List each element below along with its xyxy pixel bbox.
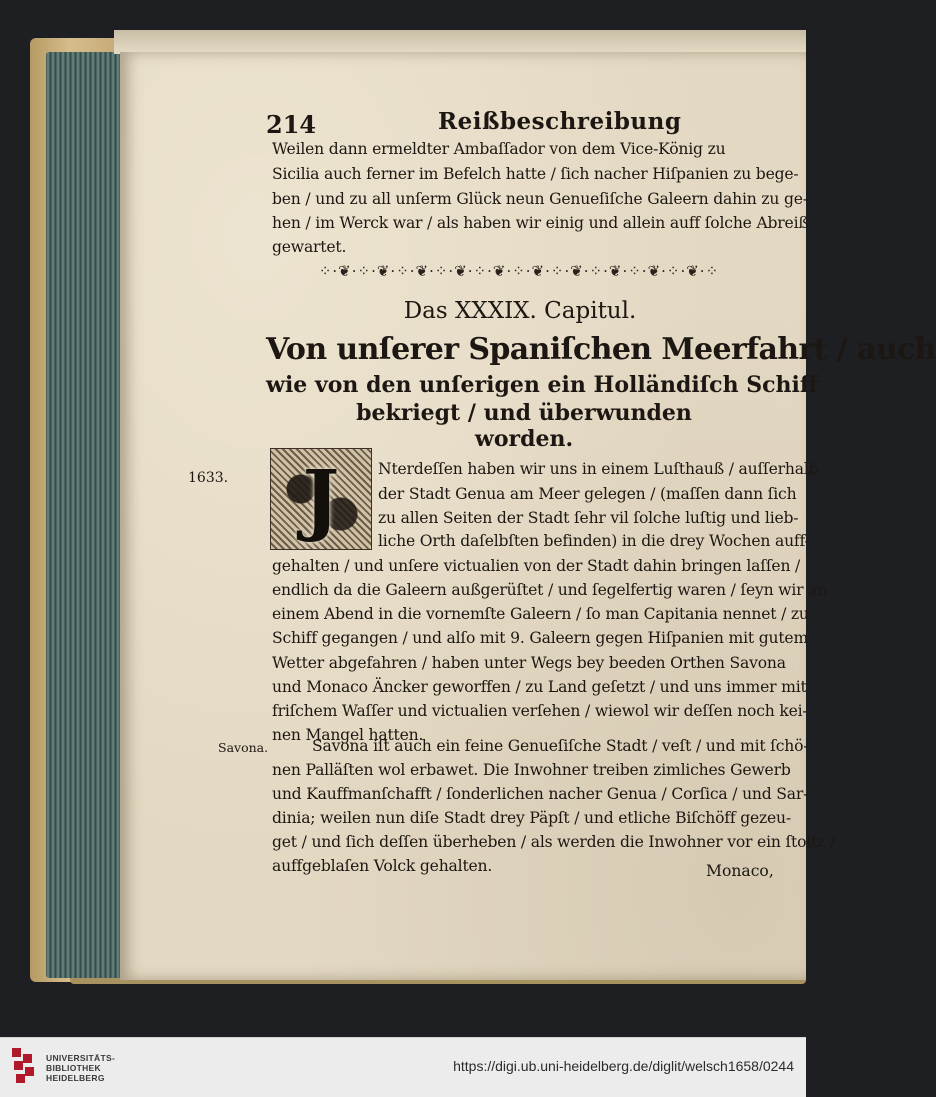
- chapter-label: Das XXXIX. Capitul.: [403, 298, 637, 324]
- chapter-heading-line: bekriegt / und überwunden: [356, 400, 692, 426]
- body-line: zu allen Seiten der Stadt ſehr vil ſolche luſtig und lieb-: [378, 509, 799, 527]
- body-line: und Monaco Äncker geworffen / zu Land geſetzt / und uns immer mit: [272, 678, 807, 696]
- permalink-url[interactable]: https://digi.ub.uni-heidelberg.de/diglit/welsch1658/0244: [453, 1058, 794, 1074]
- drop-cap-initial: [270, 448, 372, 550]
- university-logo-icon: [10, 1046, 38, 1088]
- ornament-divider: ⁘·❦·⁘·❦·⁘·❦·⁘·❦·⁘·❦·⁘·❦·⁘·❦·⁘·❦·⁘·❦·⁘·❦·⁘: [318, 262, 720, 280]
- library-name: [46, 1053, 115, 1083]
- intro-line: Sicilia auch ferner im Befelch hatte / ſich nacher Hiſpanien zu bege-: [272, 165, 799, 183]
- chapter-heading-line: Von unſerer Spaniſchen Meerfahrt / auch: [266, 332, 936, 367]
- body-line: liche Orth daſelbſten befinden) in die drey Wochen auff-: [378, 532, 810, 550]
- savona-line: und Kauffmanſchafft / ſonderlichen nacher Genua / Corſica / und Sar-: [272, 785, 809, 803]
- body-line: gehalten / und unſere victualien von der Stadt dahin bringen laſſen /: [272, 557, 801, 575]
- page-number: 214: [266, 110, 317, 139]
- body-line: der Stadt Genua am Meer gelegen / (maſſen dann ſich: [378, 485, 797, 503]
- library-name-line: UNIVERSITÄTS-: [46, 1053, 116, 1063]
- intro-line: gewartet.: [272, 238, 347, 256]
- body-line: Schiff gegangen / und alſo mit 9. Galeern gegen Hiſpanien mit gutem: [272, 629, 809, 647]
- margin-year: 1633.: [188, 470, 229, 486]
- body-line: nen Mangel hatten.: [272, 726, 424, 744]
- intro-line: hen / im Werck war / als haben wir einig und allein auff ſolche Abreiß: [272, 214, 809, 232]
- running-head: Reißbeschreibung: [438, 108, 682, 135]
- savona-line: auffgeblaſen Volck gehalten.: [272, 857, 493, 875]
- savona-line: dinia; weilen nun diſe Stadt drey Päpſt / und etliche Biſchöff gezeu-: [272, 809, 791, 827]
- body-line: friſchem Waſſer und victualien verſehen / wiewol wir deſſen noch kei-: [272, 702, 808, 720]
- savona-line: nen Palläſten wol erbawet. Die Inwohner treiben zimliches Gewerb: [272, 761, 791, 779]
- page-top-edge: [114, 30, 806, 54]
- margin-savona: Savona.: [218, 740, 269, 755]
- intro-line: Weilen dann ermeldter Ambaſſador von dem Vice-König zu: [272, 140, 726, 158]
- body-line: Wetter abgefahren / haben unter Wegs bey beeden Orthen Savona: [272, 654, 786, 672]
- footer-bar: [0, 1037, 806, 1097]
- drop-cap-letter: J: [302, 453, 340, 545]
- savona-line: Savona iſt auch ein feine Genueſiſche Stadt / veſt / und mit ſchö-: [312, 737, 809, 755]
- library-name-line: HEIDELBERG: [46, 1073, 105, 1083]
- chapter-heading-line: wie von den unſerigen ein Holländiſch Schiff: [266, 372, 818, 398]
- body-line: endlich da die Galeern außgerüſtet / und ſegelfertig waren / ſeyn wir an: [272, 581, 828, 599]
- catchword: Monaco,: [706, 862, 774, 880]
- library-name-line: BIBLIOTHEK: [46, 1063, 101, 1073]
- body-line: einem Abend in die vornemſte Galeern / ſo man Capitania nennet / zu: [272, 605, 809, 623]
- body-line: Nterdeſſen haben wir uns in einem Luſthauß / auſſerhalb: [378, 460, 819, 478]
- intro-line: ben / und zu all unſerm Glück neun Genueſiſche Galeern dahin zu ge-: [272, 190, 808, 208]
- savona-line: get / und ſich deſſen überheben / als werden die Inwohner vor ein ſtoltz /: [272, 833, 835, 851]
- chapter-heading-line: worden.: [474, 426, 574, 452]
